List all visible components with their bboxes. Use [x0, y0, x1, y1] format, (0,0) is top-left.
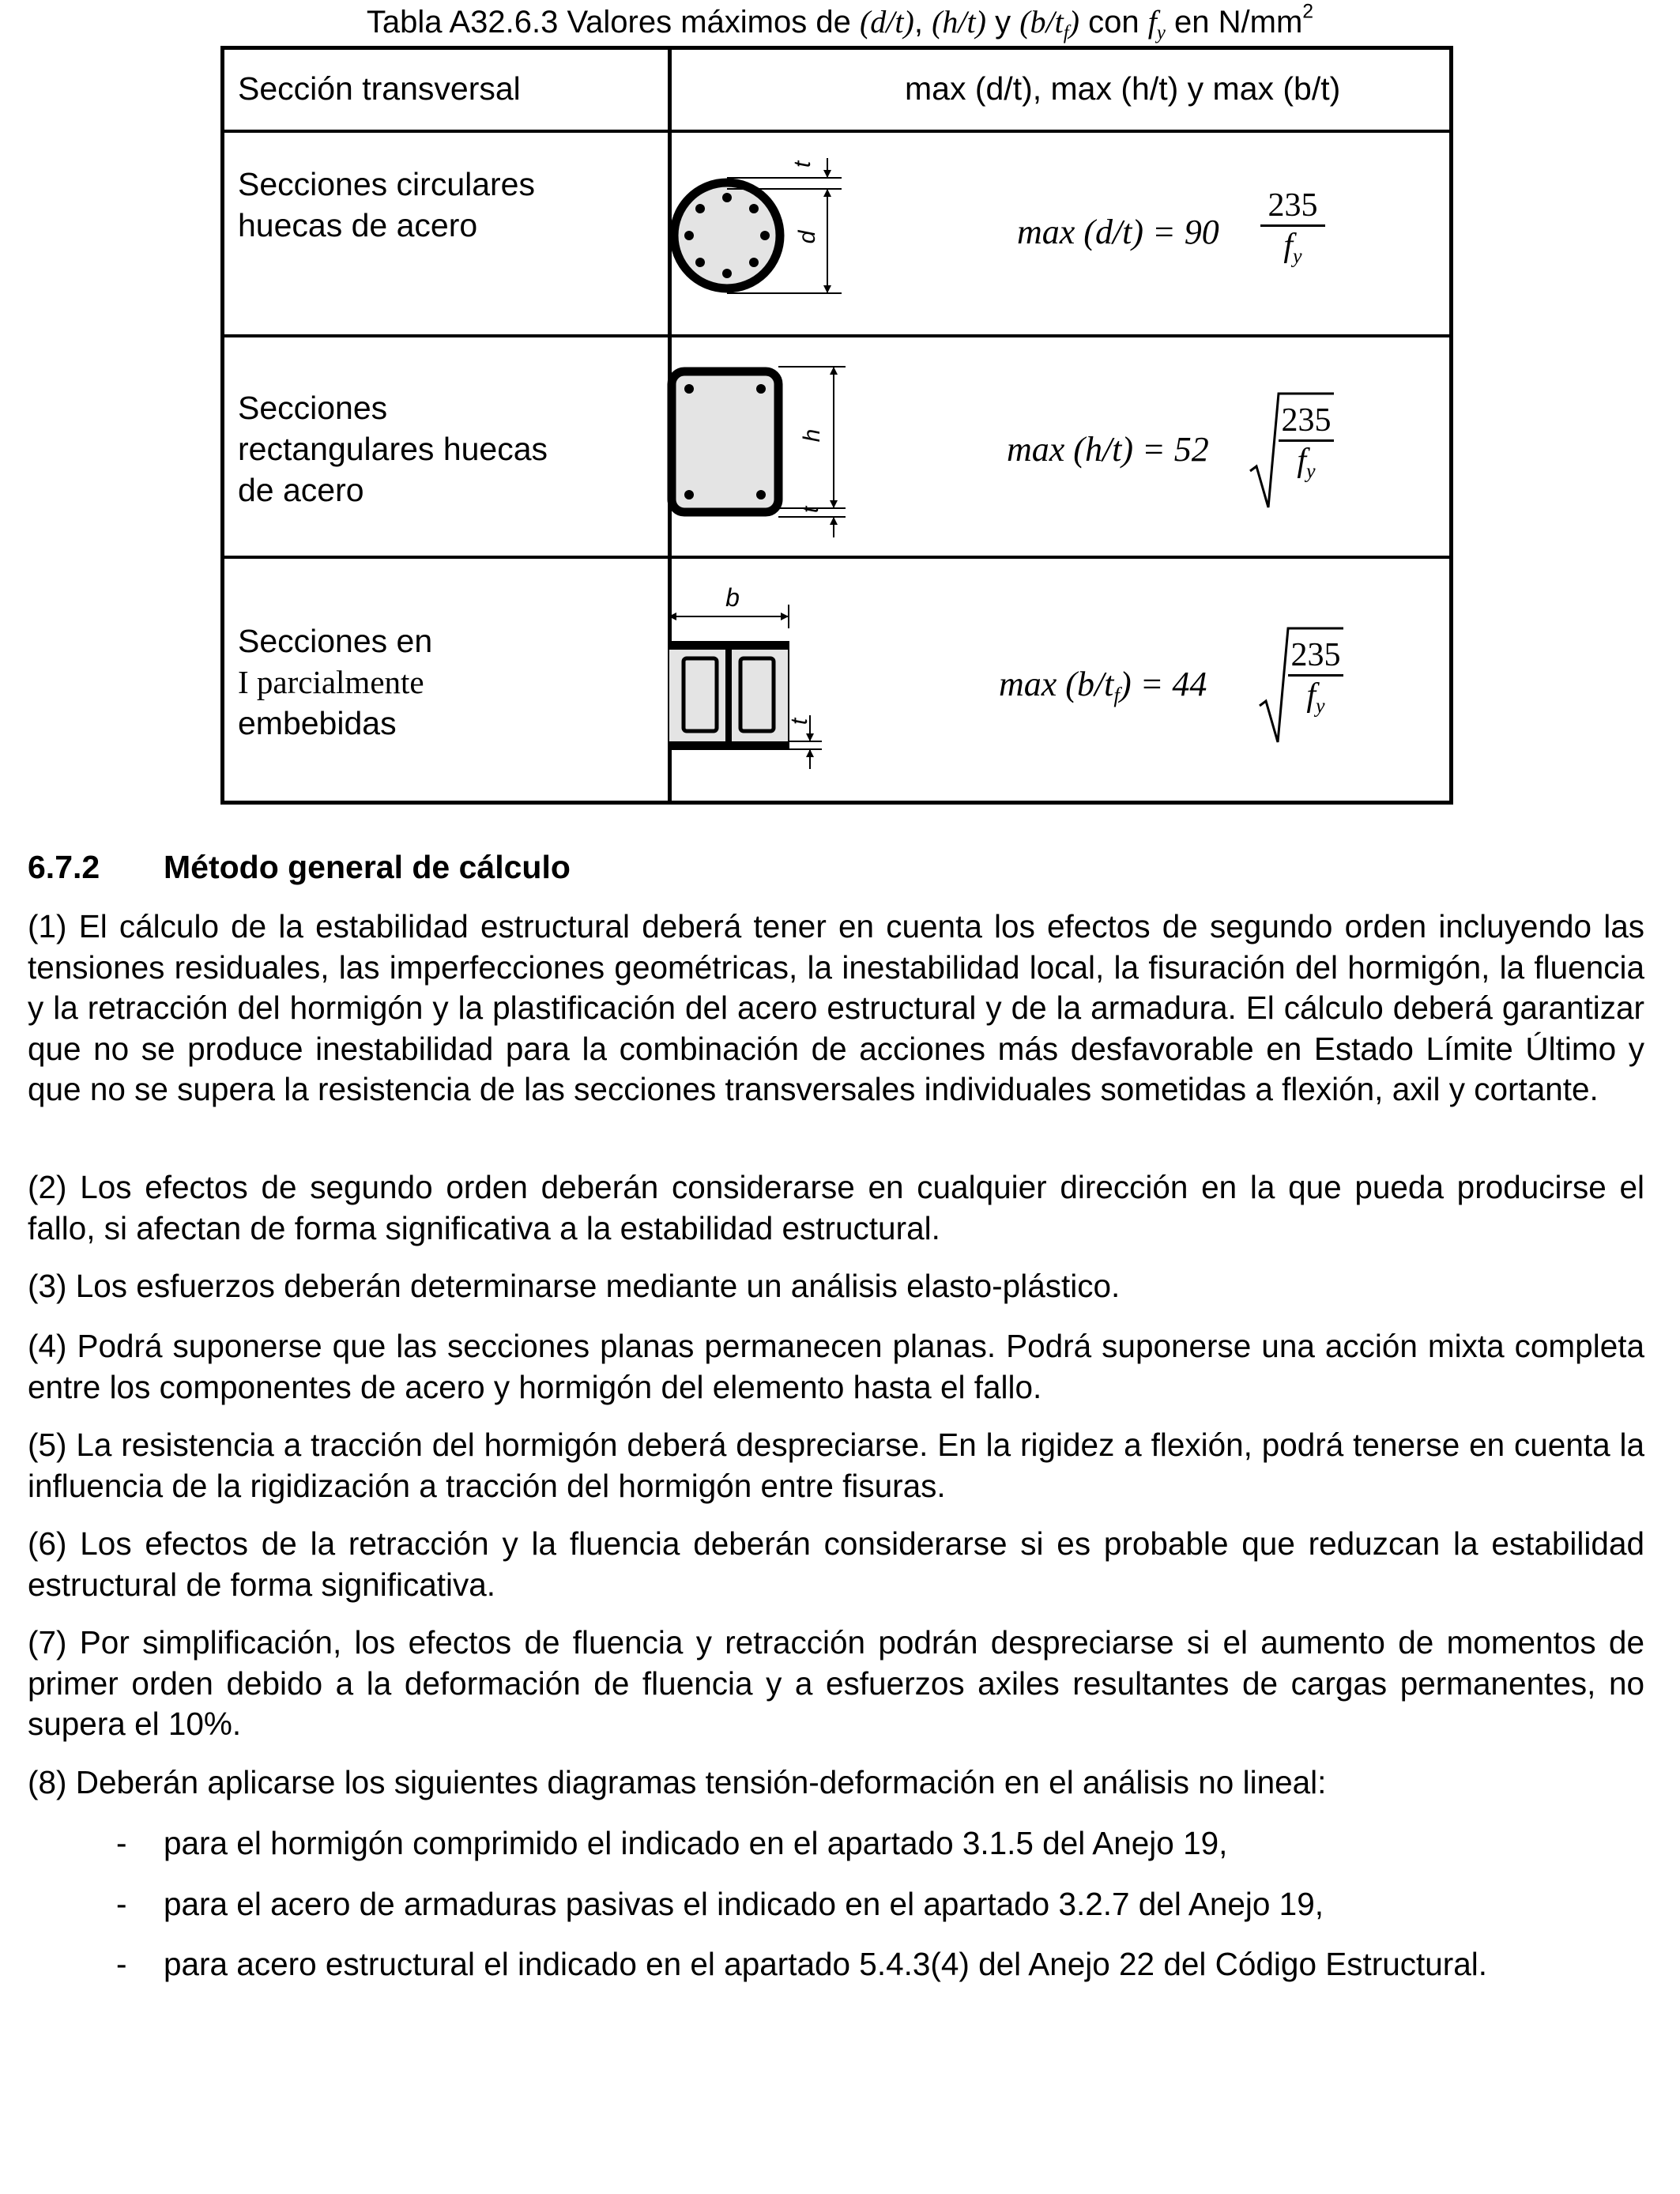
table-row-divider [220, 556, 1453, 559]
header-section: Sección transversal [238, 70, 521, 107]
table-header-divider [220, 130, 1453, 133]
row-label-rectangular: Secciones rectangulares huecas de acero [238, 390, 548, 508]
svg-text:t: t [797, 506, 823, 514]
paragraph-5: (5) La resistencia a tracción del hormigón deberá despreciarse. En la rigidez a flexión, podrá tenerse en cuenta la influencia de la rigidización a tracción del hormigón entre fisuras. [28, 1427, 1644, 1504]
row-label-i-section: Secciones en I parcialmente embebidas [238, 623, 433, 741]
paragraph-2: (2) Los efectos de segundo orden deberán considerarse en cualquier dirección en la que pueda producirse el fallo, si afectan de forma significativa a la estabilidad estructural. [28, 1169, 1644, 1246]
svg-text:b: b [725, 583, 740, 612]
paragraph-3: (3) Los esfuerzos deberán determinarse mediante un análisis elasto-plástico. [28, 1268, 1121, 1304]
fraction-circular: 235 $f_y$ [1260, 187, 1325, 265]
formula-circular: max (d/t) = 90 [1017, 213, 1219, 251]
table-caption: Tabla A32.6.3 Valores máximos de (d/t), (h/t) y $(b/t_f)$ con $f_y$ en $N/mm^2$ [366, 1, 1314, 43]
table-row-divider [220, 334, 1453, 337]
fraction-rectangular: 235 $f_y$ [1279, 401, 1334, 480]
svg-text:t: t [786, 718, 812, 726]
paragraph-1: (1) El cálculo de la estabilidad estructural deberá tener en cuenta los efectos de segundo orden incluyendo las tensiones residuales, las imperfecciones geométricas, la inestabilidad local, la fisuración del hormigón, la fluencia y la retracción del hormigón y la plastificación del acero estructural y de la armadura. El cálculo deberá garantizar que no se produce inestabilidad para la combinación de acciones más desfavorable en Estado Límite Último y que no se supera la resistencia de las secciones transversales individuales sometidas a flexión, axil y cortante. [28, 908, 1644, 1107]
formula-i-section: $\max (b/t_f) = 44$ [999, 665, 1207, 707]
row-label-circular: Secciones circulares huecas de acero [238, 166, 535, 243]
fraction-i-section: 235 $f_y$ [1288, 636, 1343, 714]
section-heading: 6.7.2 Método general de cálculo [28, 849, 571, 885]
svg-text:h: h [799, 428, 825, 443]
header-values: max (d/t), max (h/t) y max (b/t) [905, 70, 1341, 107]
svg-text:t: t [789, 160, 816, 168]
paragraph-4: (4) Podrá suponerse que las secciones planas permanecen planas. Podrá suponerse una acción mixta completa entre los componentes de acero y hormigón del elemento hasta el fallo. [28, 1328, 1644, 1405]
rectangular-section-figure [660, 360, 857, 541]
paragraph-7: (7) Por simplificación, los efectos de fluencia y retracción podrán despreciarse si el aumento de momentos de primer orden debido a la deformación de fluencia y a esfuerzos axiles resultantes de cargas permanentes, no supera el 10%. [28, 1624, 1644, 1742]
formula-rectangular: max (h/t) = 52 [1007, 430, 1209, 469]
paragraph-8: (8) Deberán aplicarse los siguientes diagramas tensión-deformación en el análisis no lineal: [28, 1764, 1327, 1800]
svg-text:d: d [794, 230, 820, 244]
circular-section-figure [660, 149, 857, 322]
paragraph-6: (6) Los efectos de la retracción y la fluencia deberán considerarse si es probable que reduzcan la estabilidad estructural de forma significativa. [28, 1525, 1644, 1603]
i-section-figure [660, 581, 842, 771]
